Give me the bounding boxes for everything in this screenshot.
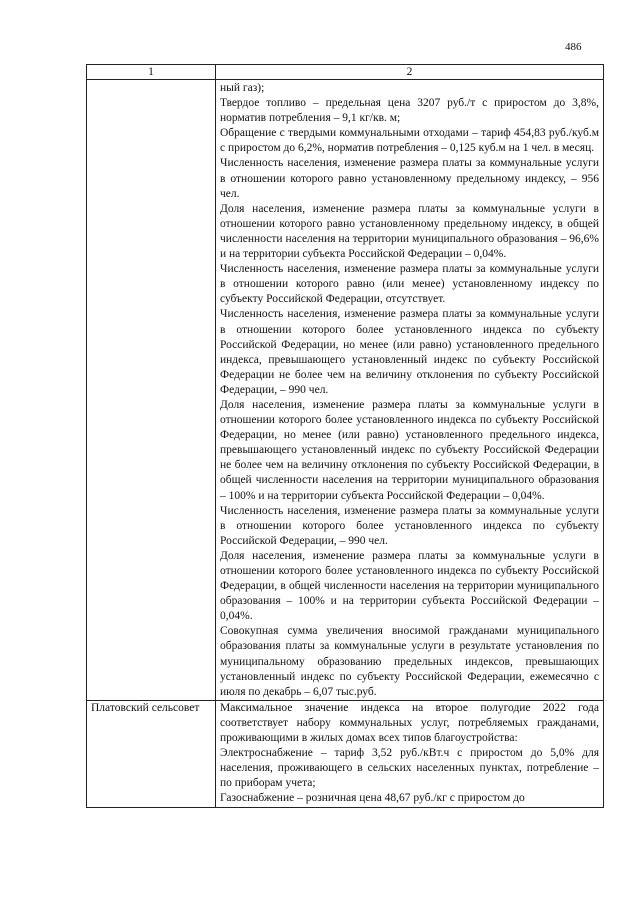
- description-cell: [216, 80, 604, 701]
- paragraph: Численность населения, изменение размера платы за коммунальные услуги в отношении которого равно (или менее) установленному индексу по субъекту Российской Федерации, отсутствует.: [220, 263, 599, 306]
- page-number: 486: [565, 41, 582, 53]
- paragraph: Максимальное значение индекса на второе полугодие 2022 года соответствует набору коммунальных услуг, потребляемых гражданами, проживающими в жилых домах всех типов благоустройства:: [220, 701, 599, 745]
- paragraph: Численность населения, изменение размера платы за коммунальные услуги в отношении которого более установленного индекса по субъекту Российской Федерации, но менее (или равно) установленного предельного индекса, превышающего установленный индекс по субъекту Российской Федерации не более чем на величину отклонения по субъекту Российской Федерации, – 990 чел.: [220, 308, 599, 396]
- column-header-1: 1: [87, 65, 216, 80]
- paragraph: ный газ);: [220, 82, 265, 94]
- paragraph: Доля населения, изменение размера платы за коммунальные услуги в отношении которого более установленного индекса по субъекту Российской Федерации, в общей численности населения на территории муниципального образования – 100% и на территории субъекта Российской Федерации – 0,04%.: [220, 549, 599, 623]
- tariff-table: [86, 64, 604, 808]
- table-row: [87, 700, 604, 807]
- description-cell: [216, 700, 604, 807]
- paragraph: Газоснабжение – розничная цена 48,67 руб./кг с приростом до: [220, 792, 525, 805]
- paragraph: Доля населения, изменение размера платы за коммунальные услуги в отношении которого более установленного индекса по субъекту Российской Федерации, но менее (или равно) установленного предельного индекса, превышающего установленный индекс по субъекту Российской Федерации не более чем на величину отклонения по субъекту Российской Федерации, в общей численности населения на территории муниципального образования – 100% и на территории субъекта Российской Федерации – 0,04%.: [220, 398, 599, 502]
- paragraph: Численность населения, изменение размера платы за коммунальные услуги в отношении которого равно установленному предельному индексу, – 956 чел.: [220, 157, 599, 200]
- paragraph: Твердое топливо – предельная цена 3207 руб./т с приростом до 3,8%, норматив потребления – 9,1 кг/кв. м;: [220, 97, 599, 125]
- column-header-2: 2: [216, 65, 604, 80]
- paragraph: Обращение с твердыми коммунальными отходами – тариф 454,83 руб./куб.м с приростом до 6,2%, норматив потребления – 0,125 куб.м на 1 чел. в месяц.: [220, 127, 599, 155]
- paragraph: Численность населения, изменение размера платы за коммунальные услуги в отношении которого более установленного индекса по субъекту Российской Федерации, – 990 чел.: [220, 504, 599, 547]
- municipality-cell: Платовский сельсовет: [87, 700, 216, 807]
- municipality-cell: [87, 80, 216, 701]
- paragraph: Доля населения, изменение размера платы за коммунальные услуги в отношении которого равно установленному предельному индексу, в общей численности населения на территории муниципального образования – 96,6% и на территории субъекта Российской Федерации – 0,04%.: [220, 202, 599, 261]
- table-header-row: [87, 65, 604, 80]
- table-row: [87, 80, 604, 701]
- paragraph: Электроснабжение – тариф 3,52 руб./кВт.ч с приростом до 5,0% для населения, проживающего в сельских населенных пунктах, потребление – по приборам учета;: [220, 747, 599, 790]
- paragraph: Совокупная сумма увеличения вносимой гражданами муниципального образования платы за коммунальные услуги в результате установления по муниципальному образованию предельных индексов, превышающих установленный индекс по субъекту Российской Федерации, ежемесячно с июля по декабрь – 6,07 тыс.руб.: [220, 625, 599, 698]
